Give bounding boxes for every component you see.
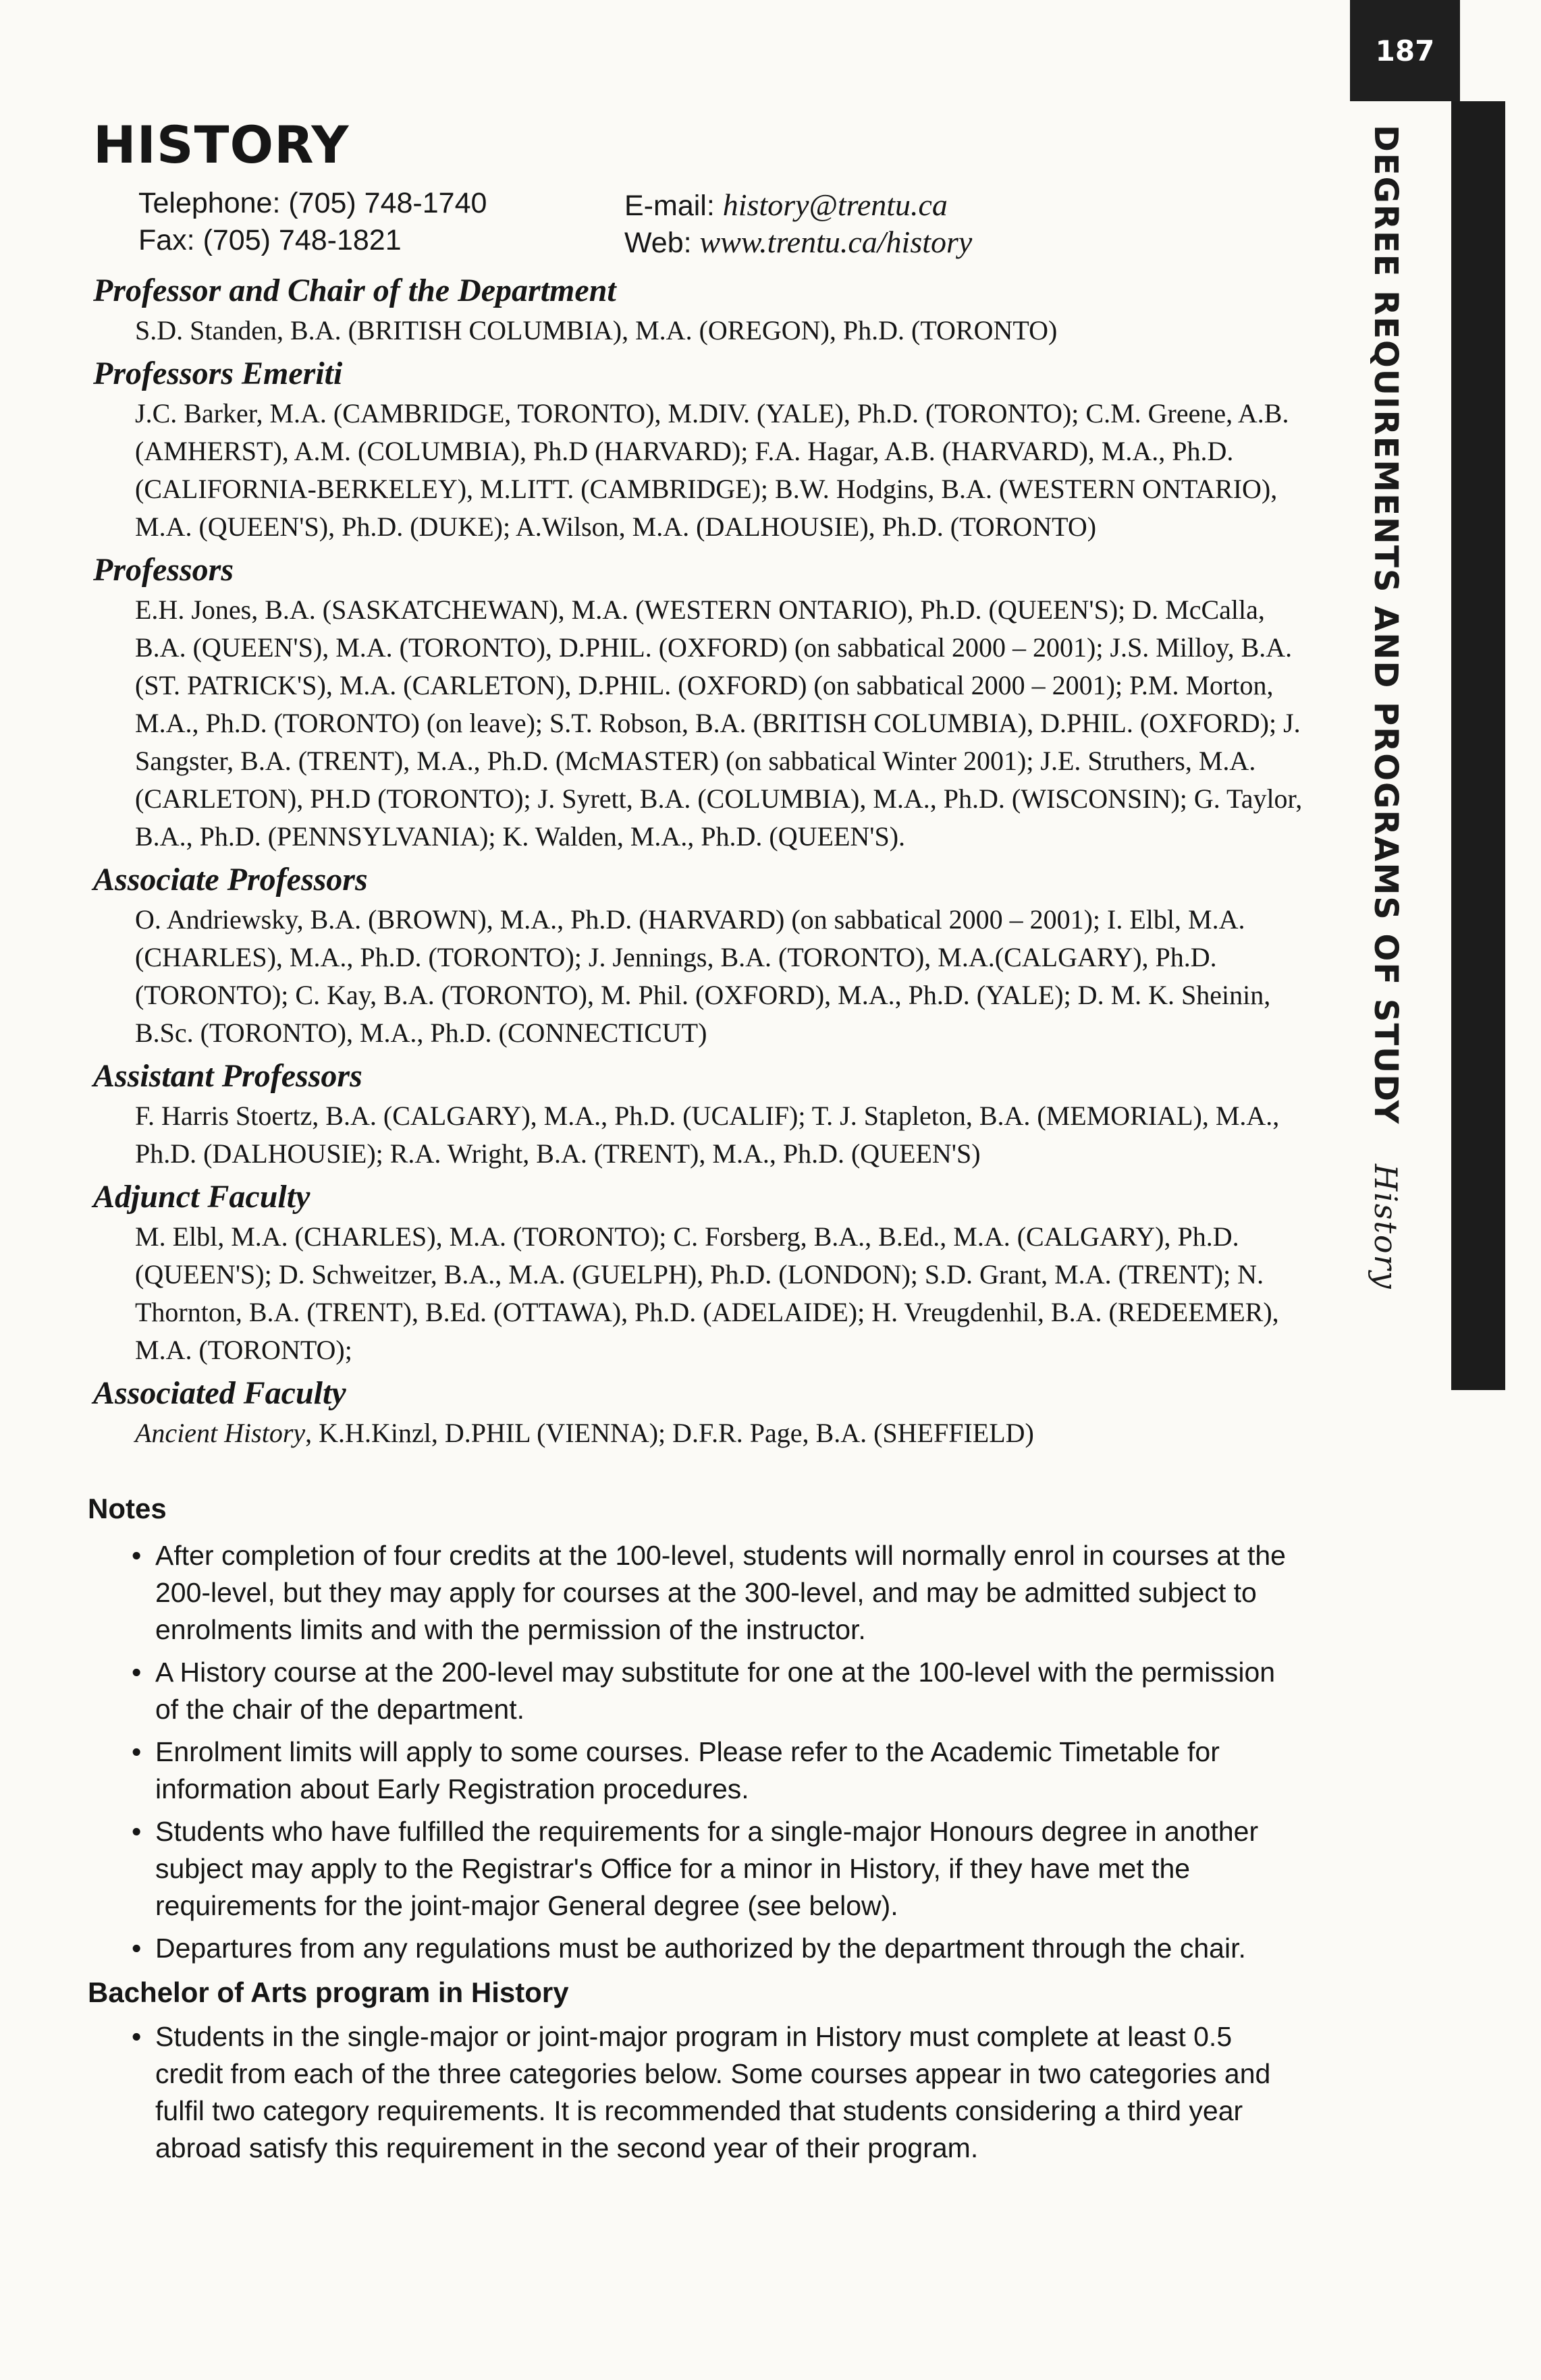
side-tab-title [1367,125,1405,1290]
list-item: • Students who have fulfilled the requirements for a single-major Honours degree in another subject may apply to the Registrar's Office for a minor in History, if they have met the requirements for the joint-major General degree (see below). [132,1816,1259,1921]
chair-entry: S.D. Standen, B.A. (BRITISH COLUMBIA), M.A. (OREGON), Ph.D. (TORONTO) [135,315,1058,345]
notes-list [88,1537,1323,1967]
email-link[interactable]: history@trentu.ca [722,188,948,222]
web-label: Web: [624,227,692,259]
list-item: • Students in the single-major or joint-major program in History must complete at least 0.5 credit from each of the three categories below. Some courses appear in two categories and fulfil two category requirements. It is recommended that students considering a third year abroad satisfy this requirement in the second year of their program. [132,2021,1271,2163]
professors-entry: E.H. Jones, B.A. (SASKATCHEWAN), M.A. (WESTERN ONTARIO), Ph.D. (QUEEN'S); D. McCalla, B.A. (QUEEN'S), M.A. (TORONTO), D.PHIL. (OXFORD) (on sabbatical 2000 – 2001); J.S. Milloy, B.A. (ST. PATRICK'S), M.A. (CARLETON), D.PHIL. (OXFORD) (on sabbatical 2000 – 2001); P.M. Morton, M.A., Ph.D. (TORONTO) (on leave); S.T. Robson, B.A. (BRITISH COLUMBIA), D.PHIL. (OXFORD); J. Sangster, B.A. (TRENT), M.A., Ph.D. (McMASTER) (on sabbatical Winter 2001); J.E. Struthers, M.A. (CARLETON), PH.D (TORONTO); J. Syrett, B.A. (COLUMBIA), M.A., Ph.D. (WISCONSIN); G. Taylor, B.A., Ph.D. (PENNSYLVANIA); K. Walden, M.A., Ph.D. (QUEEN'S). [135,594,1303,852]
side-bar-decoration [1451,101,1505,1390]
email-label: E-mail: [624,190,715,222]
fax: Fax: (705) 748-1821 [138,224,402,256]
assistant-professors-heading: Assistant Professors [93,1058,362,1094]
assistant-professors-entry: F. Harris Stoertz, B.A. (CALGARY), M.A., Ph.D. (UCALIF); T. J. Stapleton, B.A. (MEMORIAL), M.A., Ph.D. (DALHOUSIE); R.A. Wright, B.A. (TRENT), M.A., Ph.D. (QUEEN'S) [135,1101,1280,1169]
web-line [624,224,972,260]
emeriti-heading: Professors Emeriti [93,356,343,391]
list-item: • Departures from any regulations must be authorized by the department through the chair. [132,1933,1246,1964]
associated-field: Ancient History [135,1418,306,1448]
list-item: • After completion of four credits at the 100-level, students will normally enrol in courses at the 200-level, but they may apply for courses at the 300-level, and may be admitted subject to enrolments limits and with the permission of the instructor. [132,1540,1286,1645]
emeriti-entry: J.C. Barker, M.A. (CAMBRIDGE, TORONTO), M.DIV. (YALE), Ph.D. (TORONTO); C.M. Greene, A.B. (AMHERST), A.M. (COLUMBIA), Ph.D (HARVARD); F.A. Hagar, A.B. (HARVARD), M.A., Ph.D. (CALIFORNIA-BERKELEY), M.LITT. (CAMBRIDGE); B.W. Hodgins, B.A. (WESTERN ONTARIO), M.A. (QUEEN'S), Ph.D. (DUKE); A.Wilson, M.A. (DALHOUSIE), Ph.D. (TORONTO) [135,398,1289,542]
associate-professors-entry: O. Andriewsky, B.A. (BROWN), M.A., Ph.D. (HARVARD) (on sabbatical 2000 – 2001); I. Elbl, M.A. (CHARLES), M.A., Ph.D. (TORONTO); J. Jennings, B.A. (TORONTO), M.A.(CALGARY), Ph.D. (TORONTO); C. Kay, B.A. (TORONTO), M. Phil. (OXFORD), M.A., Ph.D. (YALE); D. M. K. Sheinin, B.Sc. (TORONTO), M.A., Ph.D. (CONNECTICUT) [135,904,1271,1048]
ba-program-list [88,2018,1323,2167]
web-link[interactable]: www.trentu.ca/history [699,225,973,259]
side-tab-heading: DEGREE REQUIREMENTS AND PROGRAMS OF STUDY [1367,125,1405,1126]
telephone: Telephone: (705) 748-1740 [138,187,487,219]
adjunct-entry: M. Elbl, M.A. (CHARLES), M.A. (TORONTO); C. Forsberg, B.A., B.Ed., M.A. (CALGARY), Ph.D. (QUEEN'S); D. Schweitzer, B.A., M.A. (GUELPH), Ph.D. (LONDON); S.D. Grant, M.A. (TRENT); N. Thornton, B.A. (TRENT), B.Ed. (OTTAWA), Ph.D. (ADELAIDE); H. Vreugdenhil, B.A. (REDEEMER), M.A. (TORONTO); [135,1221,1279,1365]
associated-entry [135,1414,1309,1452]
professors-heading: Professors [93,552,234,588]
page-title: HISTORY [93,115,350,175]
associate-professors-heading: Associate Professors [93,862,368,897]
notes-heading: Notes [88,1493,167,1524]
page-number: 187 [1350,0,1460,101]
chair-heading: Professor and Chair of the Department [93,273,616,308]
associated-heading: Associated Faculty [93,1375,346,1411]
email-line [624,187,948,223]
main-content [88,115,1323,2172]
list-item: • Enrolment limits will apply to some courses. Please refer to the Academic Timetable for information about Early Registration procedures. [132,1736,1220,1804]
adjunct-heading: Adjunct Faculty [93,1179,310,1215]
ba-program-heading: Bachelor of Arts program in History [88,1976,569,2008]
side-tab-subtitle: History [1368,1163,1404,1290]
list-item: • A History course at the 200-level may substitute for one at the 100-level with the permission of the chair of the department. [132,1657,1276,1725]
contact-block [138,187,1323,267]
associated-text: , K.H.Kinzl, D.PHIL (VIENNA); D.F.R. Page, B.A. (SHEFFIELD) [305,1418,1034,1448]
